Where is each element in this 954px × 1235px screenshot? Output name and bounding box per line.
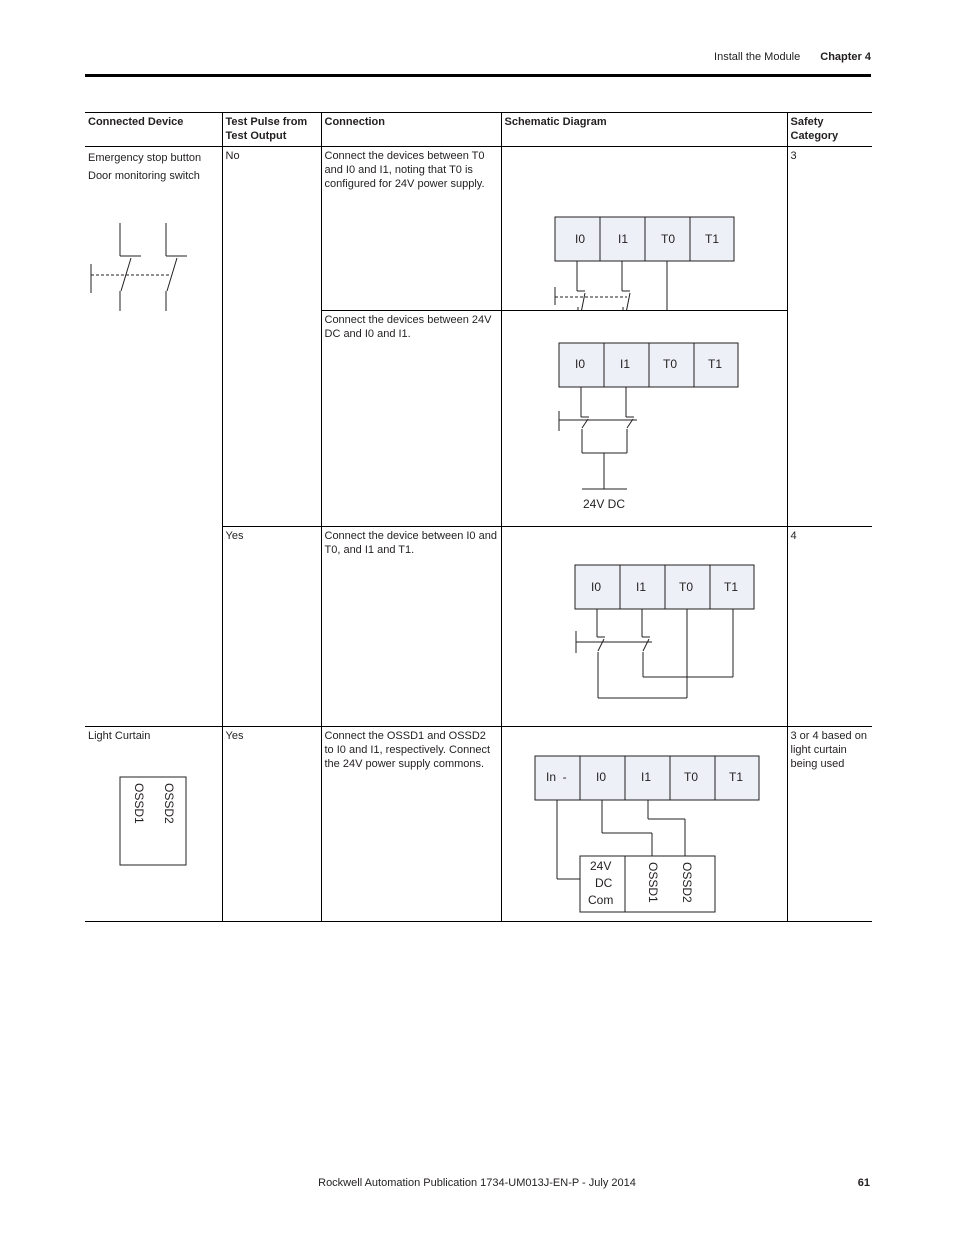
schematic-diagram-2 [502, 311, 787, 526]
cell-device [85, 147, 222, 527]
table-row [85, 147, 872, 311]
wiring [555, 261, 667, 310]
cell-device [85, 527, 222, 727]
footer-publication: Rockwell Automation Publication 1734-UM013J-EN-P - July 2014 [318, 1177, 636, 1189]
terminal-i0: I0 [590, 580, 601, 594]
page-number: 61 [857, 1177, 870, 1189]
col-header-category: Safety Category [787, 113, 872, 147]
terminal-t0: T0 [683, 770, 698, 784]
ossd2-label: OSSD2 [679, 862, 694, 903]
terminal-block [575, 565, 754, 609]
header-rule [85, 74, 871, 77]
col-header-connection: Connection [321, 113, 501, 147]
terminal-block [555, 217, 734, 261]
schematic-diagram-1 [502, 147, 787, 310]
terminal-t1: T1 [723, 580, 738, 594]
table-row [85, 527, 872, 727]
cell-category: 4 [787, 527, 872, 727]
ossd2-label: OSSD2 [162, 783, 176, 824]
label-24v-dc: 24V DC [582, 497, 625, 511]
running-header [714, 51, 871, 63]
light-curtain-symbol [88, 743, 218, 883]
cell-test-pulse: Yes [222, 527, 321, 727]
terminal-i1: I1 [617, 232, 628, 246]
ossd1-label: OSSD1 [132, 783, 146, 824]
ossd1-label: OSSD1 [645, 862, 660, 903]
device-label-light-curtain: Light Curtain [88, 730, 151, 742]
cell-connection: Connect the OSSD1 and OSSD2 to I0 and I1, respectively. Connect the 24V power supply commons. [321, 727, 501, 922]
terminal-block [535, 756, 759, 800]
terminal-i0: I0 [574, 232, 585, 246]
wiring [576, 609, 733, 698]
terminal-t0: T0 [678, 580, 693, 594]
terminal-i1: I1 [619, 357, 630, 371]
switch-symbol [85, 185, 215, 315]
cell-schematic [501, 311, 787, 527]
terminal-in-minus: In - [545, 770, 567, 784]
cell-schematic [501, 527, 787, 727]
cell-connection: Connect the device between I0 and T0, and I1 and T1. [321, 527, 501, 727]
cell-schematic [501, 147, 787, 311]
wiring [559, 387, 637, 489]
cell-test-pulse: No [222, 147, 321, 527]
schematic-diagram-3 [502, 527, 787, 726]
label-dc: DC [594, 876, 612, 890]
terminal-t1: T1 [707, 357, 722, 371]
cell-test-pulse: Yes [222, 727, 321, 922]
label-24v: 24V [589, 859, 611, 873]
cell-category: 3 or 4 based on light curtain being used [787, 727, 872, 922]
cell-connection: Connect the devices between T0 and I0 and I1, noting that T0 is configured for 24V power supply. [321, 147, 501, 311]
device-label-door: Door monitoring switch [88, 170, 200, 182]
cell-connection: Connect the devices between 24V DC and I0 and I1. [321, 311, 501, 527]
label-com: Com [587, 893, 613, 907]
cell-category: 3 [787, 147, 872, 527]
col-header-schematic: Schematic Diagram [501, 113, 787, 147]
terminal-i0: I0 [574, 357, 585, 371]
terminal-t1: T1 [728, 770, 743, 784]
col-header-device: Connected Device [85, 113, 222, 147]
cell-schematic [501, 727, 787, 922]
connection-table [85, 112, 872, 922]
terminal-i1: I1 [640, 770, 651, 784]
terminal-t0: T0 [662, 357, 677, 371]
device-label-estop: Emergency stop button [88, 152, 202, 164]
table-header-row [85, 113, 872, 147]
terminal-i1: I1 [635, 580, 646, 594]
terminal-t1: T1 [704, 232, 719, 246]
header-section: Install the Module [714, 51, 801, 63]
schematic-diagram-4 [502, 727, 787, 921]
terminal-block [559, 343, 738, 387]
terminal-i0: I0 [595, 770, 606, 784]
cell-device [85, 727, 222, 922]
col-header-test-pulse: Test Pulse from Test Output [222, 113, 321, 147]
header-chapter: Chapter 4 [820, 51, 871, 63]
table-row [85, 727, 872, 922]
terminal-t0: T0 [660, 232, 675, 246]
light-curtain-block [580, 856, 715, 912]
